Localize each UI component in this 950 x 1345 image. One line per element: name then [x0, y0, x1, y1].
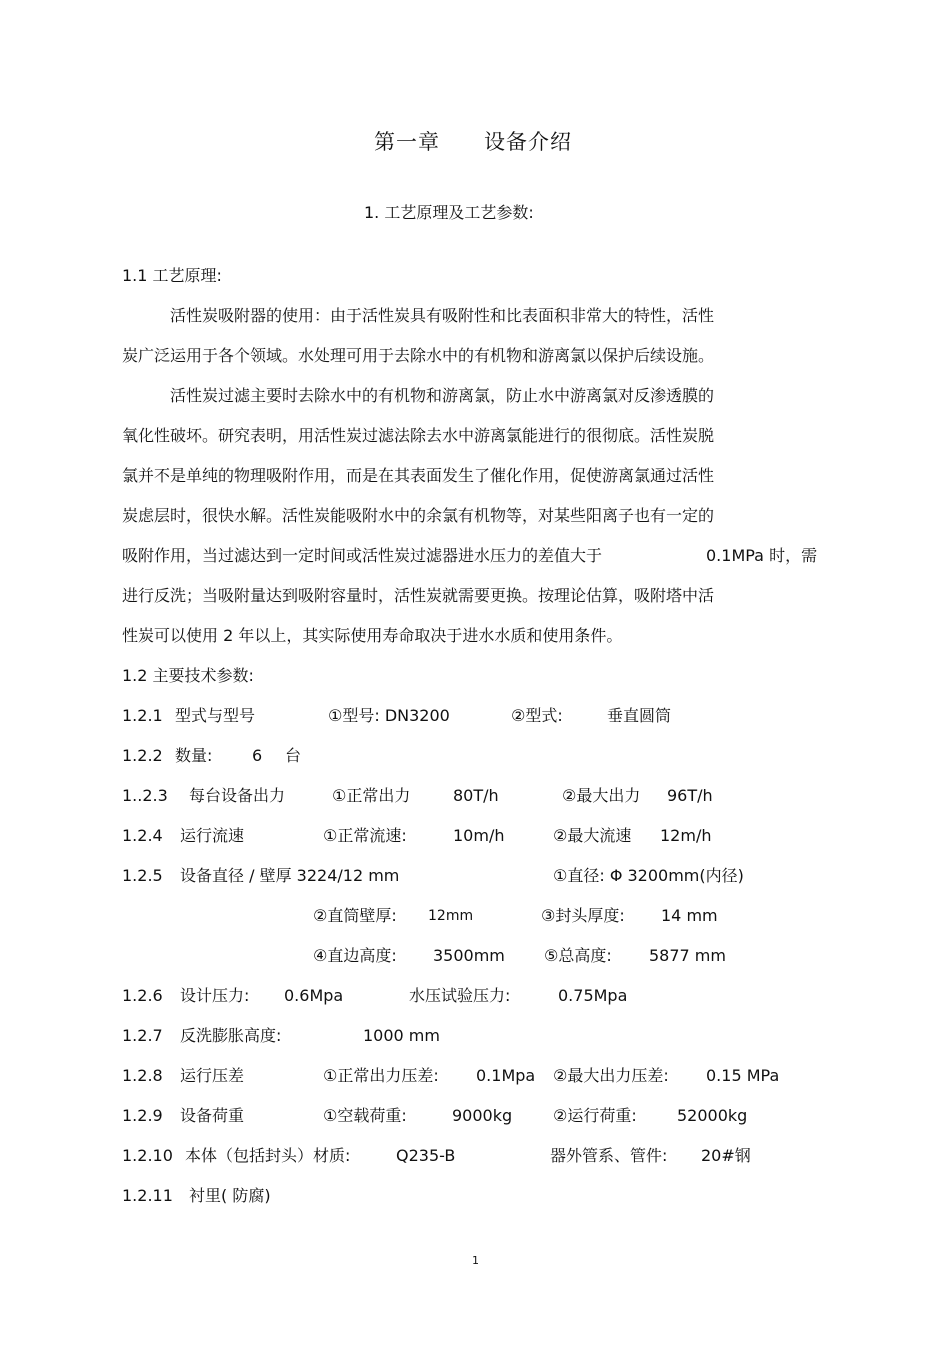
param-label: 运行压差 [180, 1066, 245, 1085]
section-heading: 1. 工艺原理及工艺参数: [364, 203, 534, 222]
param-number: 1..2.3 [122, 786, 168, 805]
param-value: Q235-B [396, 1146, 456, 1165]
param-label: 每台设备出力 [189, 786, 286, 805]
param-value: 9000kg [452, 1106, 513, 1125]
param-label: 衬里( 防腐) [189, 1186, 271, 1205]
param-value: ①直径: Φ 3200mm(内径) [553, 866, 744, 885]
param-value: 1000 mm [363, 1026, 440, 1045]
param-value: ①正常流速: [323, 826, 407, 845]
param-value: ①正常出力 [332, 786, 411, 805]
param-number: 1.2.4 [122, 826, 163, 845]
param-value: 3500mm [433, 946, 505, 965]
param-value: 台 [285, 746, 302, 765]
param-value: 0.15 MPa [706, 1066, 780, 1085]
param-value: ①正常出力压差: [323, 1066, 439, 1085]
param-number: 1.2.10 [122, 1146, 173, 1165]
param-label: 设备荷重 [180, 1106, 245, 1125]
param-number: 1.2.8 [122, 1066, 163, 1085]
param-value: ②型式: [511, 706, 563, 725]
param-value: ②最大流速 [553, 826, 632, 845]
paragraph-line: 吸附作用，当过滤达到一定时间或活性炭过滤器进水压力的差值大于 [122, 546, 603, 565]
param-number: 1.2.1 [122, 706, 163, 725]
param-value: 0.6Mpa [284, 986, 344, 1005]
param-number: 1.2.11 [122, 1186, 173, 1205]
param-value: 96T/h [667, 786, 713, 805]
param-number: 1.2.9 [122, 1106, 163, 1125]
param-value: 器外管系、管件: [550, 1146, 668, 1165]
param-value: 6 [252, 746, 263, 765]
param-value: 12mm [428, 908, 474, 924]
param-value: 20#钢 [701, 1146, 751, 1165]
param-number: 1.2.7 [122, 1026, 163, 1045]
param-label: 设计压力: [180, 986, 250, 1005]
param-label: 反洗膨胀高度: [180, 1026, 282, 1045]
param-label: 设备直径 / 壁厚 3224/12 mm [180, 866, 400, 885]
param-value: 0.1Mpa [476, 1066, 536, 1085]
param-label: 本体（包括封头）材质: [185, 1146, 351, 1165]
param-number: 1.2.5 [122, 866, 163, 885]
param-number: 1.2.2 [122, 746, 163, 765]
param-value: ①型号: DN3200 [328, 706, 450, 725]
param-value: ⑤总高度: [544, 946, 612, 965]
paragraph-line: 氯并不是单纯的物理吸附作用，而是在其表面发生了催化作用，促使游离氯通过活性 [122, 466, 715, 485]
param-value: ②运行荷重: [553, 1106, 637, 1125]
subsection-heading: 1.1 工艺原理: [122, 266, 222, 285]
param-value: 52000kg [677, 1106, 748, 1125]
param-value: 80T/h [453, 786, 499, 805]
param-value: ④直边高度: [313, 946, 397, 965]
param-value: 10m/h [453, 826, 505, 845]
param-value: ②直筒壁厚: [313, 906, 397, 925]
paragraph-line: 活性炭过滤主要时去除水中的有机物和游离氯，防止水中游离氯对反渗透膜的 [170, 386, 715, 405]
paragraph-line: 活性炭吸附器的使用：由于活性炭具有吸附性和比表面积非常大的特性，活性 [170, 306, 715, 325]
paragraph-line: 性炭可以使用 2 年以上，其实际使用寿命取决于进水水质和使用条件。 [122, 626, 623, 645]
paragraph-line: 进行反洗；当吸附量达到吸附容量时，活性炭就需要更换。按理论估算，吸附塔中活 [122, 586, 715, 605]
param-value: 垂直圆筒 [607, 706, 672, 725]
param-label: 型式与型号 [175, 706, 256, 725]
param-value: 5877 mm [649, 946, 726, 965]
paragraph-line: 炭广泛运用于各个领域。水处理可用于去除水中的有机物和游离氯以保护后续设施。 [122, 346, 715, 365]
subsection-heading: 1.2 主要技术参数: [122, 666, 254, 685]
param-value: ①空载荷重: [323, 1106, 407, 1125]
param-value: 水压试验压力: [409, 986, 511, 1005]
param-value: 0.75Mpa [558, 986, 628, 1005]
param-value: 12m/h [660, 826, 712, 845]
param-value: ②最大出力 [562, 786, 641, 805]
param-value: ②最大出力压差: [553, 1066, 669, 1085]
param-label: 运行流速 [180, 826, 245, 845]
page-number: 1 [472, 1254, 479, 1267]
param-value: ③封头厚度: [541, 906, 625, 925]
param-value: 14 mm [661, 906, 718, 925]
param-label: 数量: [175, 746, 213, 765]
paragraph-line: 氧化性破坏。研究表明，用活性炭过滤法除去水中游离氯能进行的很彻底。活性炭脱 [122, 426, 715, 445]
chapter-title: 第一章 设备介绍 [374, 130, 572, 154]
paragraph-line-value: 0.1MPa 时，需 [706, 546, 818, 565]
paragraph-line: 炭虑层时，很快水解。活性炭能吸附水中的余氯有机物等，对某些阳离子也有一定的 [122, 506, 715, 525]
param-number: 1.2.6 [122, 986, 163, 1005]
